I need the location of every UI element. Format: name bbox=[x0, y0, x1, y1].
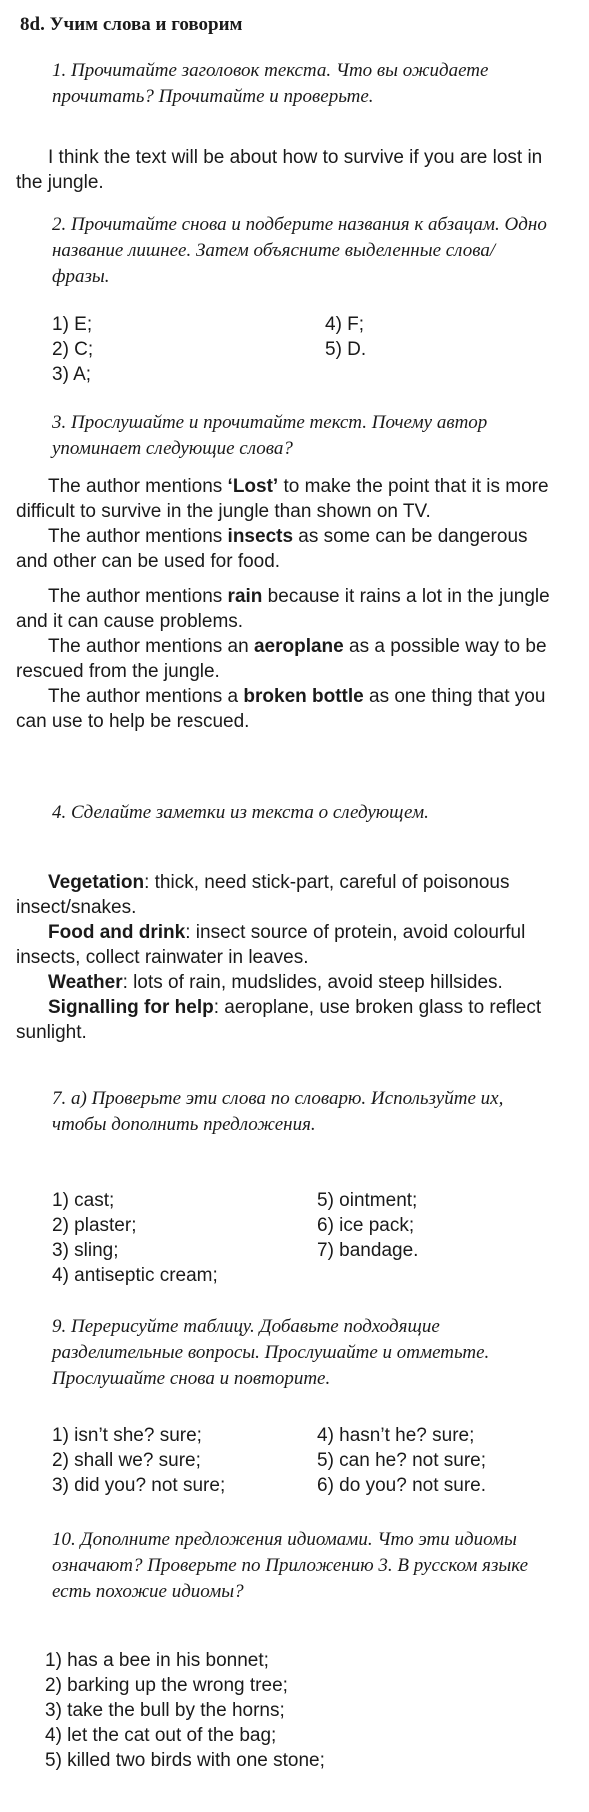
ex4-notes bbox=[16, 870, 562, 1045]
ex4-item: Signalling for help: aeroplane, use broken glass to reflect sunlight. bbox=[16, 997, 542, 1043]
ex3-item: The author mentions rain because it rains a lot in the jungle and it can cause problems. bbox=[16, 586, 550, 632]
idiom-item: 3) take the bull by the horns; bbox=[45, 1700, 285, 1721]
ex3-item: The author mentions a broken bottle as one thing that you can use to help be rescued. bbox=[16, 686, 546, 732]
answer-item: 3) sling; bbox=[52, 1240, 119, 1261]
answer-item: 2) C; bbox=[52, 339, 94, 360]
ex2-instruction: 2. Прочитайте снова и подберите названия к абзацам. Одно название лишнее. Затем объясните выделенные слова/фразы. bbox=[52, 214, 547, 287]
idiom-item: 2) barking up the wrong tree; bbox=[45, 1675, 288, 1696]
ex10-instruction: 10. Дополните предложения идиомами. Что эти идиомы означают? Проверьте по Приложению 3. В русском языке есть похожие идиомы? bbox=[52, 1529, 529, 1602]
ex4-instruction: 4. Сделайте заметки из текста о следующем. bbox=[52, 802, 429, 823]
idiom-item: 5) killed two birds with one stone; bbox=[45, 1750, 325, 1771]
ex3-item: The author mentions insects as some can be dangerous and other can be used for food. bbox=[16, 526, 528, 572]
ex2-col2 bbox=[325, 312, 366, 362]
answer-item: 1) isn’t she? sure; bbox=[52, 1425, 202, 1446]
answer-item: 5) can he? not sure; bbox=[317, 1450, 486, 1471]
answer-item: 6) do you? not sure. bbox=[317, 1475, 486, 1496]
answer-item: 4) F; bbox=[325, 314, 365, 335]
answer-item: 3) did you? not sure; bbox=[52, 1475, 226, 1496]
ex9-col1 bbox=[52, 1423, 225, 1498]
answer-item: 2) plaster; bbox=[52, 1215, 137, 1236]
ex2-col1 bbox=[52, 312, 93, 387]
ex1-answer-text: I think the text will be about how to survive if you are lost in the jungle. bbox=[16, 147, 543, 193]
ex1-instruction: 1. Прочитайте заголовок текста. Что вы ожидаете прочитать? Прочитайте и проверьте. bbox=[52, 60, 489, 107]
answer-item: 2) shall we? sure; bbox=[52, 1450, 201, 1471]
answer-item: 5) D. bbox=[325, 339, 367, 360]
ex9-col2 bbox=[317, 1423, 486, 1498]
ex3-instruction: 3. Прослушайте и прочитайте текст. Почему автор упоминает следующие слова? bbox=[52, 412, 488, 459]
ex7-answers bbox=[52, 1188, 532, 1293]
ex3-item: The author mentions ‘Lost’ to make the point that it is more difficult to survive in the jungle than shown on TV. bbox=[16, 476, 549, 522]
ex10-idioms bbox=[45, 1648, 545, 1773]
ex3-answers bbox=[16, 474, 562, 734]
ex4-item: Weather: lots of rain, mudslides, avoid steep hillsides. bbox=[48, 972, 503, 993]
ex7-col1 bbox=[52, 1188, 218, 1288]
ex7-instruction: 7. а) Проверьте эти слова по словарю. Используйте их, чтобы дополнить предложения. bbox=[52, 1088, 504, 1135]
ex1-answer bbox=[16, 145, 562, 195]
idiom-item: 1) has a bee in his bonnet; bbox=[45, 1650, 269, 1671]
answer-item: 7) bandage. bbox=[317, 1240, 419, 1261]
answer-item: 1) cast; bbox=[52, 1190, 115, 1211]
page-title: 8d. Учим слова и говорим bbox=[20, 14, 243, 35]
ex3-item: The author mentions an aeroplane as a possible way to be rescued from the jungle. bbox=[16, 636, 547, 682]
answer-item: 3) A; bbox=[52, 364, 92, 385]
ex9-instruction: 9. Перерисуйте таблицу. Добавьте подходящие разделительные вопросы. Прослушайте и отметьте. Прослушайте снова и повторите. bbox=[52, 1316, 490, 1389]
idiom-item: 4) let the cat out of the bag; bbox=[45, 1725, 277, 1746]
answer-item: 4) antiseptic cream; bbox=[52, 1265, 218, 1286]
ex9-answers bbox=[52, 1423, 532, 1503]
ex4-item: Vegetation: thick, need stick-part, careful of poisonous insect/snakes. bbox=[16, 872, 510, 918]
answer-item: 4) hasn’t he? sure; bbox=[317, 1425, 475, 1446]
answer-item: 5) ointment; bbox=[317, 1190, 418, 1211]
ex4-item: Food and drink: insect source of protein, avoid colourful insects, collect rainwater in leaves. bbox=[16, 922, 526, 968]
answer-item: 1) E; bbox=[52, 314, 93, 335]
ex2-answers bbox=[52, 312, 532, 392]
ex7-col2 bbox=[317, 1188, 418, 1263]
answer-item: 6) ice pack; bbox=[317, 1215, 415, 1236]
